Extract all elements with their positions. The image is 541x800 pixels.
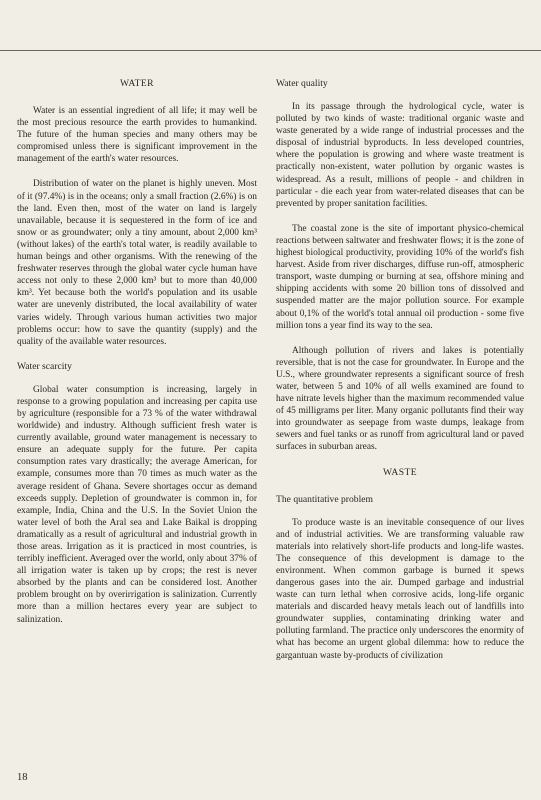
body-paragraph: Distribution of water on the planet is highly uneven. Most of it (97.4%) is in the oceans; only a small fraction (2.6%) is on the land. Even then, most of the water on land is largely unavailable, because it is sequestered in the form of ice and snow or as groundwater; only a tiny amount, about 2,000 km³ (without lakes) of the earth's total water, is readily available to human beings and other organisms. With the renewing of the freshwater reserves through the global water cycle human have access not only to these 2,000 km³ but to more than 40,000 km³. Yet because both the world's population and its usable water are unevenly distributed, the local availability of water varies widely. Through various human activities two major problems occur: how to save the quantity (supply) and the quality of the available water resources.	[17, 179, 257, 347]
body-paragraph: The coastal zone is the site of important physico-chemical reactions between saltwater and freshwater flows; it is the zone of highest biological productivity, providing 10% of the world's fish harvest. Aside from river discharges, diffuse run-off, atmospheric transport, waste dumping or burning at sea, offshore mining and shipping accidents with some 20 billion tons of dissolved and suspended matter are the major pollution source. For example about 0,1% of the world's total annual oil production - some five million tons a year find its way to the sea.	[276, 223, 524, 331]
body-paragraph: Water is an essential ingredient of all life; it may well be the most precious resource the earth provides to humankind. The future of the human species and many others may be compromised unless there is significant improvement in the management of the earth's water resources.	[17, 106, 257, 165]
left-column	[17, 78, 257, 639]
body-paragraph: Although pollution of rivers and lakes is potentially reversible, that is not the case for groundwater. In Europe and the U.S., where groundwater represents a significant source of fresh water, between 5 and 10% of all wells examined are found to have nitrate levels higher than the maximum recommended value of 45 milligrams per liter. Many organic pollutants find their way into groundwater as seepage from waste dumps, leakage from sewers and fuel tanks or as runoff from agricultural land or paved surfaces in suburban areas.	[276, 345, 524, 453]
subheading-quantitative-problem: The quantitative problem	[276, 493, 373, 505]
top-rule	[0, 50, 541, 51]
body-paragraph: In its passage through the hydrological cycle, water is polluted by two kinds of waste: traditional organic waste and waste generated by a wide range of industrial processes and the disposal of industrial byproducts. In less developed countries, where the population is growing and where waste treatment is practically non-existent, water pollution by organic wastes is widespread. As a result, millions of people - and children in particular - die each year from water-related diseases that can be prevented by proper sanitation facilities.	[276, 102, 524, 209]
section-heading-water: WATER	[120, 78, 154, 89]
subheading-water-quality: Water quality	[276, 78, 328, 89]
body-paragraph: To produce waste is an inevitable consequence of our lives and of industrial activities. We are transforming valuable raw materials into relatively short-life products and long-life wastes. The consequence of this development is damage to the environment. When common garbage is burned it spews dangerous gases into the air. Dumped garbage and industrial waste can turn lethal when corrosive acids, long-life organic materials and discarded heavy metals leach out of landfills into groundwater supplies, contaminating drinking water and polluting farmland. The practice only underscores the enormity of what has become an urgent global dilemma: how to reduce the gargantuan waste by-products of civilization	[276, 517, 524, 661]
subheading-water-scarcity: Water scarcity	[17, 360, 72, 372]
section-heading-waste: WASTE	[383, 466, 417, 478]
right-column	[276, 78, 524, 675]
body-paragraph: Global water consumption is increasing, largely in response to a growing population and increasing per capita use by agriculture (responsible for a 73 % of the water withdrawal worldwide) and industry. Although sufficient fresh water is currently available, ground water management is necessary to ensure an adequate supply for the future. Per capita consumption rates vary drastically; the average American, for example, consumes more than 70 times as much water as the average resident of Ghana. Severe shortages occur as demand exceeds supply. Depletion of groundwater is common in, for example, India, China and the U.S. In the Soviet Union the water level of both the Aral sea and Lake Baikal is dropping dramatically as a result of agricultural and industrial growth in those areas. Irrigation as it is practiced in most countries, is terribly inefficient. Averaged over the world, only about 37% of all irrigation water is taken up by crops; the rest is never absorbed by the plants and can be considered lost. Another problem brought on by overirrigation is salinization. Currently more than a million hectares every year are subject to salinization.	[17, 384, 257, 625]
page-number: 18	[17, 772, 28, 783]
